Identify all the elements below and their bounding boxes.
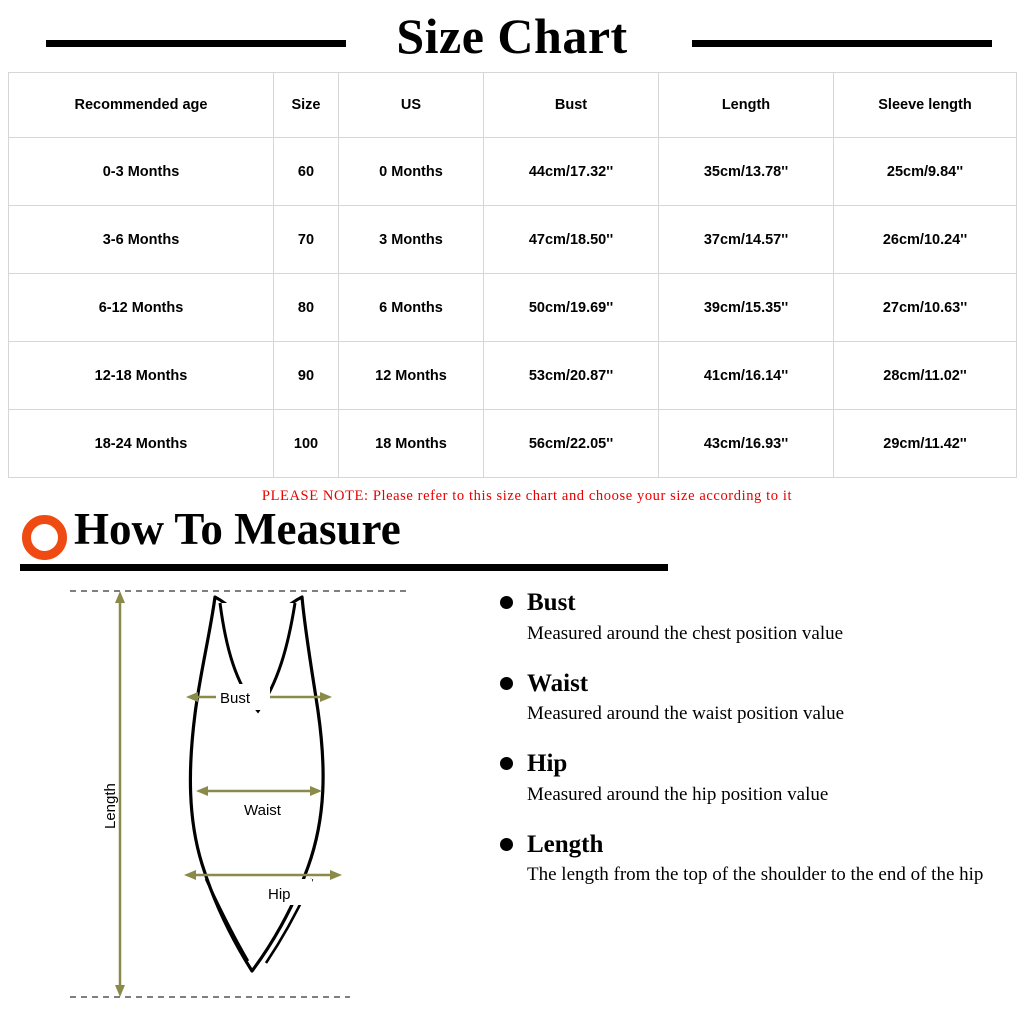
legend-label-length: Length — [527, 830, 604, 858]
legend-desc-bust: Measured around the chest position value — [527, 622, 844, 644]
swimsuit-diagram — [20, 579, 480, 1009]
how-to-measure-rule — [20, 564, 668, 571]
cell-age: 6-12 Months — [9, 274, 274, 342]
cell-age: 12-18 Months — [9, 342, 274, 410]
how-to-measure-title: How To Measure — [74, 504, 401, 554]
legend-item-length — [500, 831, 1000, 888]
cell-sleeve: 27cm/10.63'' — [834, 274, 1017, 342]
table-row — [9, 206, 1017, 274]
size-table — [8, 72, 1017, 478]
cell-us: 12 Months — [339, 342, 484, 410]
legend-item-bust — [500, 589, 1000, 646]
legend-desc-length: The length from the top of the shoulder to the end of the hip — [527, 864, 984, 886]
cell-bust: 50cm/19.69'' — [484, 274, 659, 342]
cell-bust: 47cm/18.50'' — [484, 206, 659, 274]
page-title: Size Chart — [382, 11, 641, 61]
cell-size: 90 — [274, 342, 339, 410]
cell-sleeve: 26cm/10.24'' — [834, 206, 1017, 274]
bullet-icon — [500, 757, 513, 770]
column-header-size: Size — [274, 73, 339, 138]
please-note-text: PLEASE NOTE: Please refer to this size chart and choose your size according to it — [261, 488, 793, 504]
bullet-icon — [500, 677, 513, 690]
cell-sleeve: 29cm/11.42'' — [834, 410, 1017, 478]
cell-sleeve: 25cm/9.84'' — [834, 138, 1017, 206]
cell-size: 80 — [274, 274, 339, 342]
diagram-label-hip: Hip — [268, 886, 291, 903]
cell-length: 41cm/16.14'' — [659, 342, 834, 410]
ring-icon — [22, 515, 67, 560]
legend-item-waist — [500, 670, 1000, 727]
diagram-label-bust: Bust — [220, 690, 251, 707]
bullet-icon — [500, 596, 513, 609]
cell-length: 39cm/15.35'' — [659, 274, 834, 342]
cell-size: 60 — [274, 138, 339, 206]
legend-desc-waist: Measured around the waist position value — [527, 703, 845, 725]
bullet-icon — [500, 838, 513, 851]
cell-us: 3 Months — [339, 206, 484, 274]
column-header-sleeve-length: Sleeve length — [834, 73, 1017, 138]
table-row — [9, 138, 1017, 206]
table-row — [9, 410, 1017, 478]
table-row — [9, 274, 1017, 342]
how-to-measure-body — [0, 579, 1024, 1009]
cell-size: 70 — [274, 206, 339, 274]
size-table-container — [0, 72, 1024, 478]
cell-size: 100 — [274, 410, 339, 478]
cell-sleeve: 28cm/11.02'' — [834, 342, 1017, 410]
cell-bust: 53cm/20.87'' — [484, 342, 659, 410]
page-title-row — [0, 0, 1024, 72]
diagram-label-waist: Waist — [244, 802, 281, 819]
cell-us: 6 Months — [339, 274, 484, 342]
column-header-length: Length — [659, 73, 834, 138]
legend-item-hip — [500, 750, 1000, 807]
cell-us: 0 Months — [339, 138, 484, 206]
column-header-bust: Bust — [484, 73, 659, 138]
cell-length: 37cm/14.57'' — [659, 206, 834, 274]
how-to-measure-header — [0, 504, 1024, 579]
column-header-us: US — [339, 73, 484, 138]
measurement-legend — [500, 589, 1000, 911]
cell-bust: 56cm/22.05'' — [484, 410, 659, 478]
table-header-row — [9, 73, 1017, 138]
title-rule-left — [46, 40, 346, 47]
cell-age: 0-3 Months — [9, 138, 274, 206]
legend-label-hip: Hip — [527, 750, 568, 778]
table-row — [9, 342, 1017, 410]
cell-bust: 44cm/17.32'' — [484, 138, 659, 206]
cell-us: 18 Months — [339, 410, 484, 478]
legend-label-bust: Bust — [527, 589, 576, 616]
cell-length: 35cm/13.78'' — [659, 138, 834, 206]
title-rule-right — [692, 40, 992, 47]
swimsuit-diagram-svg — [20, 579, 480, 1009]
cell-age: 18-24 Months — [9, 410, 274, 478]
cell-age: 3-6 Months — [9, 206, 274, 274]
diagram-label-length: Length — [102, 783, 119, 829]
legend-desc-hip: Measured around the hip position value — [527, 783, 829, 805]
legend-label-waist: Waist — [527, 669, 589, 697]
cell-length: 43cm/16.93'' — [659, 410, 834, 478]
column-header-recommended-age: Recommended age — [9, 73, 274, 138]
